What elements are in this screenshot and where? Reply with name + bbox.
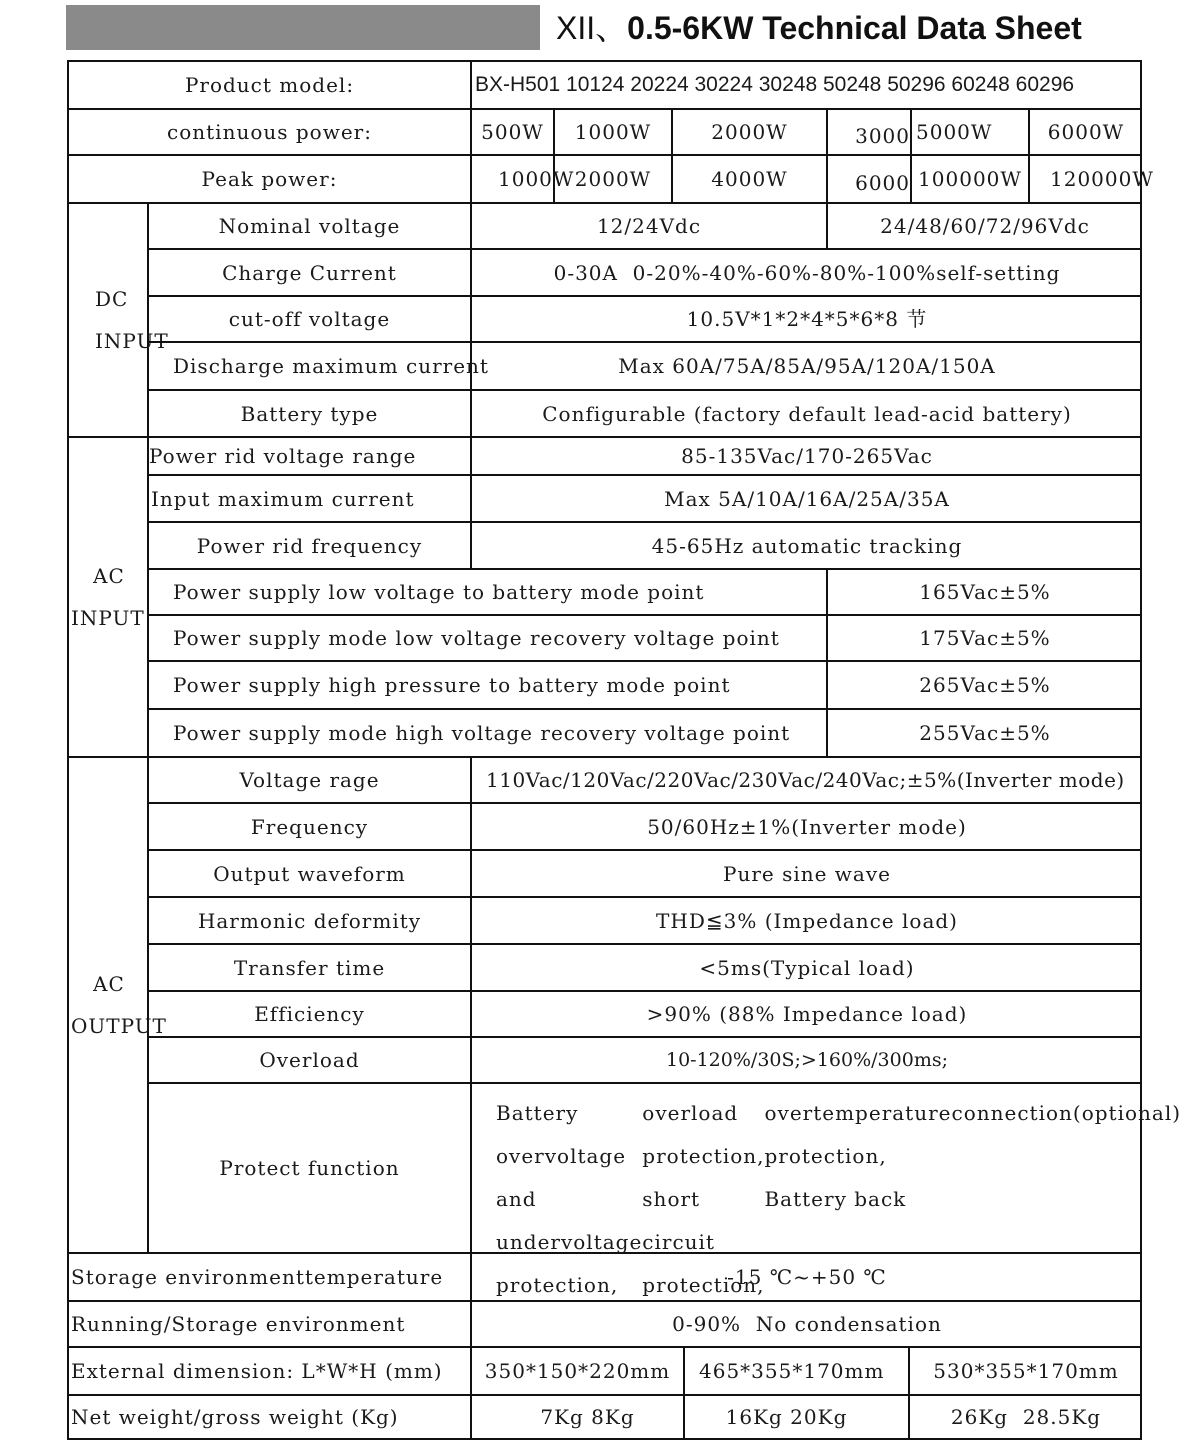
external-dimension-value: 350*150*220mm — [472, 1348, 685, 1396]
low-voltage-to-battery-value: 165Vac±5% — [828, 570, 1142, 616]
continuous-power-value: 3000 — [828, 110, 912, 156]
battery-type-value: Configurable (factory default lead-acid battery) — [472, 391, 1142, 438]
low-voltage-recovery-label: Power supply mode low voltage recovery voltage point — [149, 616, 828, 662]
page-title — [556, 6, 1176, 50]
title-main: 0.5-6KW Technical Data Sheet — [627, 10, 1082, 46]
net-gross-weight-label: Net weight/gross weight (Kg) — [69, 1396, 472, 1438]
output-waveform-label: Output waveform — [149, 851, 472, 898]
nominal-voltage-label: Nominal voltage — [149, 204, 472, 250]
grid-frequency-value: 45-65Hz automatic tracking — [472, 523, 1142, 570]
transfer-time-value: <5ms(Typical load) — [472, 945, 1142, 992]
output-voltage-label: Voltage rage — [149, 758, 472, 804]
harmonic-deformity-label: Harmonic deformity — [149, 898, 472, 945]
high-voltage-recovery-value: 255Vac±5% — [828, 710, 1142, 758]
ac-input-group-line2: INPUT — [71, 606, 145, 630]
protect-function-line: overtemperature protection, Battery back — [764, 1101, 952, 1211]
grid-voltage-range-value: 85-135Vac/170-265Vac — [472, 438, 1142, 476]
discharge-max-current-value: Max 60A/75A/85A/95A/120A/150A — [472, 343, 1142, 391]
input-max-current-value: Max 5A/10A/16A/25A/35A — [472, 476, 1142, 523]
overload-label: Overload — [149, 1038, 472, 1084]
harmonic-deformity-value: THD≦3% (Impedance load) — [472, 898, 1142, 945]
running-environment-value: 0-90% No condensation — [472, 1302, 1142, 1348]
nominal-voltage-high-value: 24/48/60/72/96Vdc — [828, 204, 1142, 250]
continuous-power-value: 6000W — [1030, 110, 1142, 156]
efficiency-value: >90% (88% Impedance load) — [472, 992, 1142, 1038]
continuous-power-value: 5000W — [912, 110, 1030, 156]
discharge-max-current-label: Discharge maximum current — [149, 343, 472, 391]
external-dimension-value: 530*355*170mm — [910, 1348, 1142, 1396]
peak-power-value: 4000W — [673, 156, 828, 204]
peak-power-value: 6000 — [828, 156, 912, 204]
continuous-power-label: continuous power: — [69, 110, 472, 156]
cutoff-voltage-label: cut-off voltage — [149, 297, 472, 343]
ac-output-group-line2: OUTPUT — [71, 1014, 167, 1038]
low-voltage-to-battery-label: Power supply low voltage to battery mode point — [149, 570, 828, 616]
running-environment-label: Running/Storage environment — [69, 1302, 472, 1348]
dc-input-group-line2: INPUT — [95, 329, 169, 353]
protect-function-label: Protect function — [149, 1084, 472, 1254]
peak-power-value: 2000W — [555, 156, 673, 204]
storage-temperature-label: Storage environmenttemperature — [69, 1254, 472, 1302]
header-gray-bar — [66, 5, 540, 50]
peak-power-label: Peak power: — [69, 156, 472, 204]
ac-output-group-label — [69, 758, 167, 1254]
charge-current-value: 0-30A 0-20%-40%-60%-80%-100%self-setting — [472, 250, 1142, 297]
nominal-voltage-low-value: 12/24Vdc — [472, 204, 828, 250]
dc-input-group-line1: DC — [95, 287, 129, 311]
transfer-time-label: Transfer time — [149, 945, 472, 992]
high-pressure-to-battery-value: 265Vac±5% — [828, 662, 1142, 710]
product-model-value: BX-H501 10124 20224 30224 30248 50248 50296 60248 60296 — [472, 62, 1142, 110]
continuous-power-value: 500W — [472, 110, 555, 156]
efficiency-label: Efficiency — [149, 992, 472, 1038]
net-gross-weight-value: 7Kg 8Kg — [472, 1396, 685, 1438]
technical-data-table — [67, 60, 1182, 1440]
high-voltage-recovery-label: Power supply mode high voltage recovery voltage point — [149, 710, 828, 758]
input-max-current-label: Input maximum current — [149, 476, 472, 523]
storage-temperature-value: -15 ℃~+50 ℃ — [472, 1254, 1142, 1302]
grid-voltage-range-label: Power rid voltage range — [149, 438, 472, 476]
external-dimension-value: 465*355*170mm — [685, 1348, 910, 1396]
ac-input-group-label — [69, 438, 149, 758]
title-prefix: XII、 — [556, 10, 628, 46]
grid-frequency-label: Power rid frequency — [149, 523, 472, 570]
low-voltage-recovery-value: 175Vac±5% — [828, 616, 1142, 662]
continuous-power-value: 2000W — [673, 110, 828, 156]
peak-power-value: 1000W — [472, 156, 555, 204]
overload-value: 10-120%/30S;>160%/300ms; — [472, 1038, 1142, 1084]
output-frequency-value: 50/60Hz±1%(Inverter mode) — [472, 804, 1142, 851]
protect-function-line: Battery overvoltage and undervoltage protection, — [496, 1101, 643, 1297]
peak-power-value: 100000W — [912, 156, 1030, 204]
charge-current-label: Charge Current — [149, 250, 472, 297]
ac-output-group-line1: AC — [93, 972, 125, 996]
output-waveform-value: Pure sine wave — [472, 851, 1142, 898]
cutoff-voltage-value: 10.5V*1*2*4*5*6*8 节 — [472, 297, 1142, 343]
protect-function-line: overload protection, short circuit protection, — [642, 1101, 765, 1297]
output-frequency-label: Frequency — [149, 804, 472, 851]
high-pressure-to-battery-label: Power supply high pressure to battery mode point — [149, 662, 828, 710]
dc-input-group-label — [69, 204, 169, 438]
continuous-power-value: 1000W — [555, 110, 673, 156]
net-gross-weight-value: 26Kg 28.5Kg — [950, 1405, 1102, 1429]
peak-power-value: 120000W — [1030, 156, 1142, 204]
output-voltage-value: 110Vac/120Vac/220Vac/230Vac/240Vac;±5%(Inverter mode) — [472, 758, 1142, 804]
product-model-label: Product model: — [69, 62, 472, 110]
battery-type-label: Battery type — [149, 391, 472, 438]
external-dimension-label: External dimension: L*W*H (mm) — [69, 1348, 472, 1396]
net-gross-weight-value: 16Kg 20Kg — [685, 1396, 910, 1438]
protect-function-line: connection(optional) — [951, 1101, 1182, 1125]
ac-input-group-line1: AC — [93, 564, 125, 588]
